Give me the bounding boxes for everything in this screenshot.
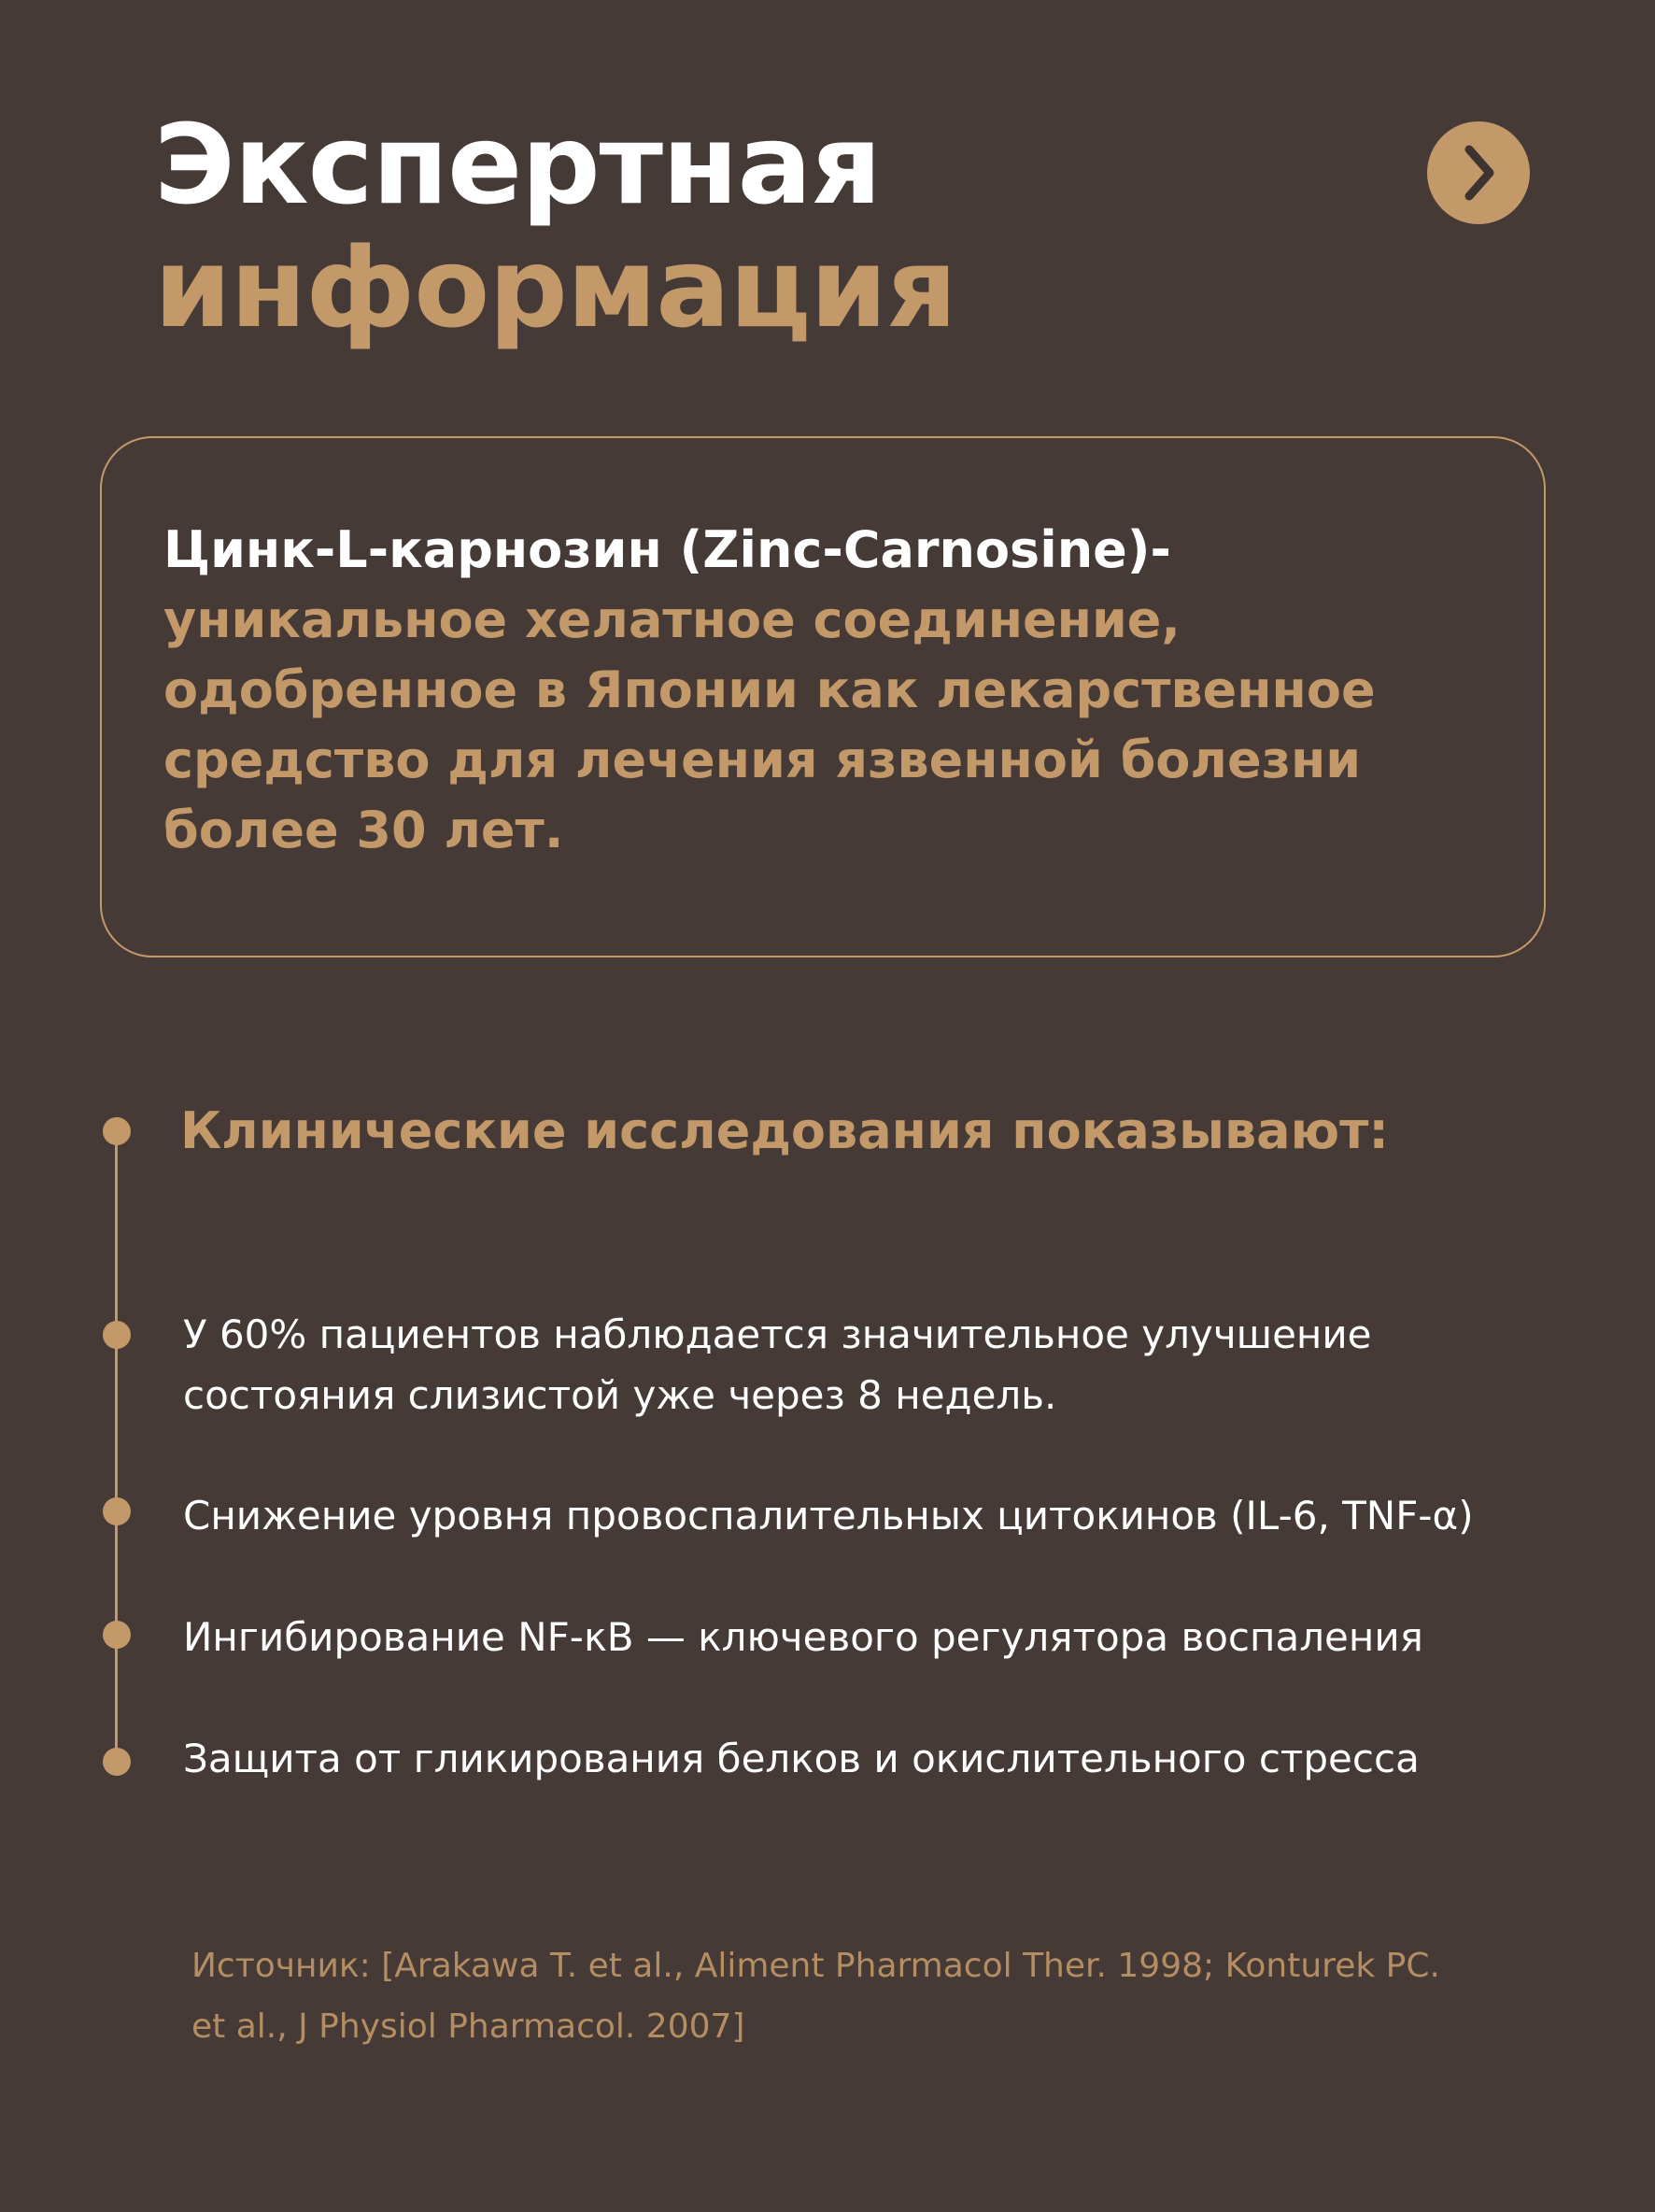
- timeline-line: [115, 1130, 118, 1762]
- title-line-2: информация: [154, 223, 956, 352]
- chevron-right-icon: [1427, 121, 1530, 224]
- finding-item: Ингибирование NF-κB — ключевого регулятора воспаления: [183, 1614, 1423, 1660]
- finding-item: Снижение уровня провоспалительных цитокинов (IL-6, TNF-α): [183, 1493, 1474, 1538]
- timeline-dot: [103, 1321, 131, 1349]
- timeline-dot: [103, 1621, 131, 1649]
- info-card: [100, 436, 1546, 957]
- title-line-1: Экспертная: [154, 100, 881, 229]
- studies-heading: Клинические исследования показывают:: [180, 1101, 1389, 1160]
- source-citation: Источник: [Arakawa T. et al., Aliment Pharmacol Ther. 1998; Konturek PC. et al., J Physiol Pharmacol. 2007]: [191, 1947, 1440, 2046]
- timeline-dot: [103, 1748, 131, 1776]
- finding-item: Защита от гликирования белков и окислительного стресса: [183, 1736, 1420, 1781]
- next-button[interactable]: [1427, 121, 1530, 224]
- page-title: [154, 100, 956, 352]
- card-body: уникальное хелатное соединение, одобренное в Японии как лекарственное средство для лечения язвенной болезни более 30 лет.: [163, 590, 1376, 859]
- card-text: [163, 515, 1508, 865]
- card-lead: Цинк-L-карнозин (Zinc-Carnosine)-: [163, 520, 1171, 579]
- finding-item: У 60% пациентов наблюдается значительное улучшение состояния слизистой уже через 8 недель.: [183, 1312, 1372, 1418]
- timeline-dot: [103, 1117, 131, 1145]
- timeline-dot: [103, 1497, 131, 1525]
